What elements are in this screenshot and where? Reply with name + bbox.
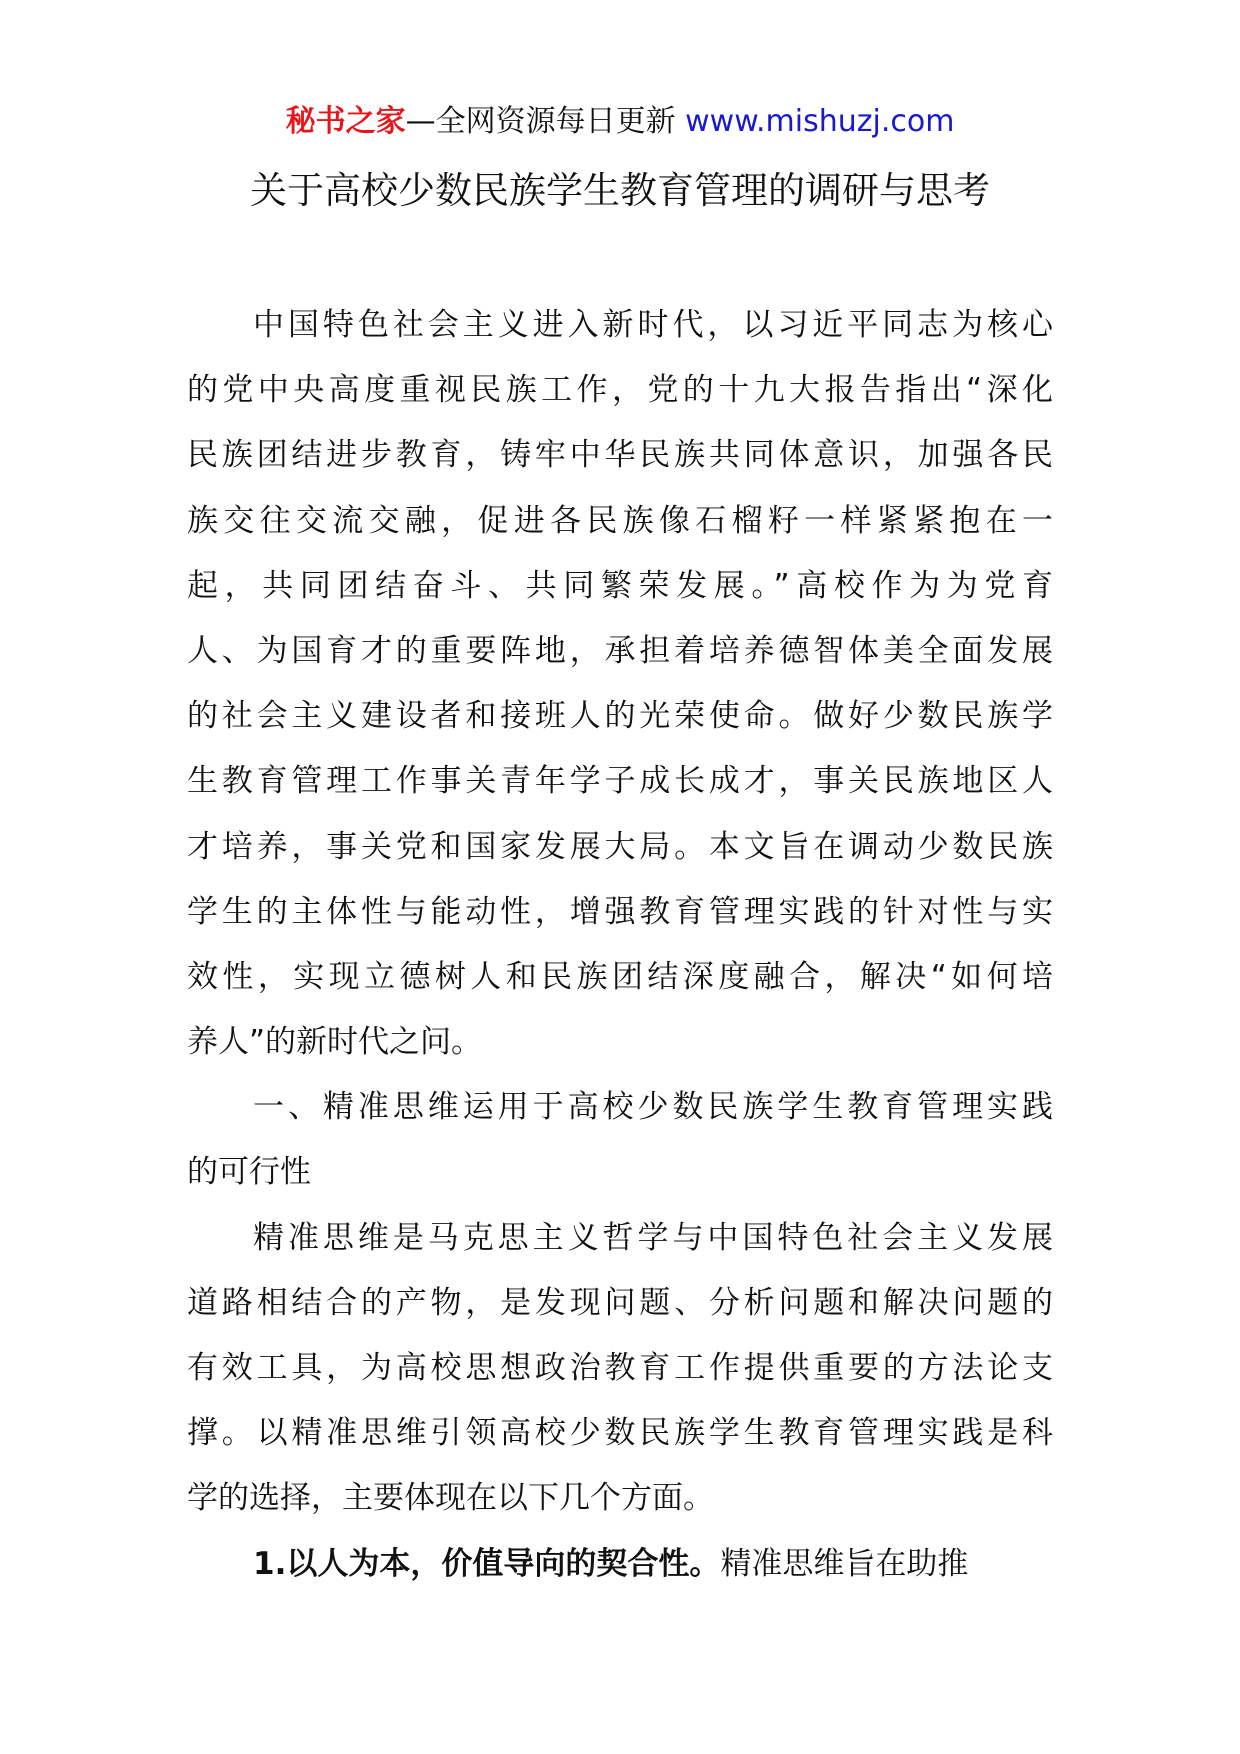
subheading-bold: 1.以人为本，价值导向的契合性。	[253, 1545, 721, 1582]
paragraph-line: 的社会主义建设者和接班人的光荣使命。做好少数民族学	[187, 698, 1053, 735]
section-heading-line: 一、精准思维运用于高校少数民族学生教育管理实践	[253, 1089, 1053, 1126]
paragraph-line: 民族团结进步教育，铸牢中华民族共同体意识，加强各民	[187, 437, 1053, 474]
paragraph-line: 精准思维是马克思主义哲学与中国特色社会主义发展	[253, 1219, 1053, 1256]
document-title: 关于高校少数民族学生教育管理的调研与思考	[250, 169, 990, 212]
paragraph-line: 中国特色社会主义进入新时代，以习近平同志为核心	[253, 307, 1053, 343]
paragraph-line: 效性，实现立德树人和民族团结深度融合，解决“如何培	[187, 958, 1053, 995]
paragraph-line: 学生的主体性与能动性，增强教育管理实践的针对性与实	[187, 893, 1053, 930]
paragraph-line: 道路相结合的产物，是发现问题、分析问题和解决问题的	[187, 1284, 1053, 1321]
paragraph-line: 有效工具，为高校思想政治教育工作提供重要的方法论支	[187, 1350, 1053, 1386]
paragraph-line: 族交往交流交融，促进各民族像石榴籽一样紧紧抱在一	[187, 502, 1053, 539]
paragraph-line: 的党中央高度重视民族工作，党的十九大报告指出“深化	[187, 372, 1053, 409]
paragraph-line	[187, 1532, 1053, 1597]
section-heading-line: 的可行性	[187, 1154, 311, 1191]
paragraph-line: 人、为国育才的重要阵地，承担着培养德智体美全面发展	[187, 632, 1053, 669]
site-header	[0, 100, 1240, 144]
paragraph-line: 生教育管理工作事关青年学子成长成才，事关民族地区人	[187, 763, 1053, 800]
site-url[interactable]: www.mishuzj.com	[685, 104, 955, 139]
paragraph-line: 才培养，事关党和国家发展大局。本文旨在调动少数民族	[187, 828, 1053, 865]
brand-name: 秘书之家	[285, 104, 406, 139]
site-slogan: —全网资源每日更新	[405, 104, 676, 139]
document-body	[187, 293, 1053, 1597]
paragraph-line: 养人”的新时代之问。	[187, 1024, 483, 1061]
paragraph-line: 学的选择，主要体现在以下几个方面。	[187, 1480, 714, 1517]
paragraph-text: 精准思维旨在助推	[720, 1545, 969, 1582]
paragraph-line: 撑。以精准思维引领高校少数民族学生教育管理实践是科	[187, 1415, 1053, 1452]
paragraph-line: 起，共同团结奋斗、共同繁荣发展。”高校作为为党育	[187, 567, 1053, 604]
